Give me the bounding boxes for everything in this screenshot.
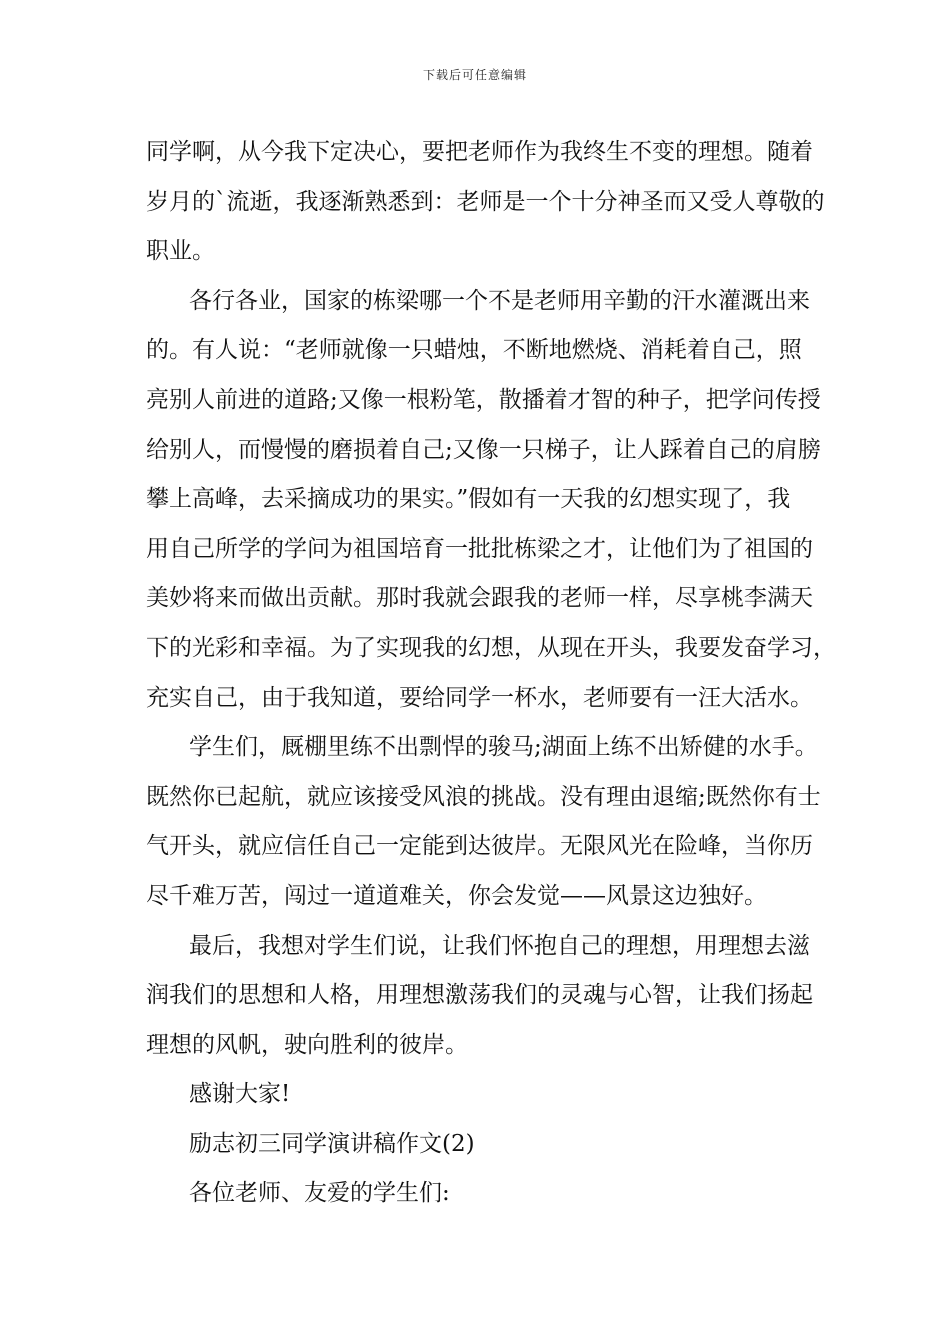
text-line: 气开头，就应信任自己一定能到达彼岸。无限风光在险峰，当你历 <box>146 833 813 860</box>
text-line: 润我们的思想和人格，用理想激荡我们的灵魂与心智，让我们扬起 <box>146 982 813 1009</box>
text-line: 既然你已起航，就应该接受风浪的挑战。没有理由退缩;既然你有士 <box>146 783 821 810</box>
text-line: 同学啊，从今我下定决心，要把老师作为我终生不变的理想。随着 <box>146 139 813 165</box>
text-line: 最后，我想对学生们说，让我们怀抱自己的理想，用理想去滋 <box>189 932 810 959</box>
text-line: 充实自己，由于我知道，要给同学一杯水，老师要有一汪大活水。 <box>146 684 813 711</box>
text-line: 学生们，厩棚里练不出剽悍的骏马;湖面上练不出矫健的水手。 <box>189 734 818 761</box>
text-line: 尽千难万苦，闯过一道道难关，你会发觉——风景这边独好。 <box>146 882 767 909</box>
text-line: 的。有人说：“老师就像一只蜡烛，不断地燃烧、消耗着自己，照 <box>146 337 802 364</box>
text-line: 岁月的`流逝，我逐渐熟悉到：老师是一个十分神圣而又受人尊敬的 <box>146 188 825 215</box>
text-line: 给别人，而慢慢的磨损着自己;又像一只梯子，让人踩着自己的肩膀 <box>146 436 821 463</box>
text-line: 下的光彩和幸福。为了实现我的幻想，从现在开头，我要发奋学习， <box>146 634 836 661</box>
text-line: 职业。 <box>146 238 215 265</box>
text-line: 美妙将来而做出贡献。那时我就会跟我的老师一样，尽享桃李满天 <box>146 585 813 612</box>
document-body <box>146 128 836 1219</box>
text-line: 用自己所学的学问为祖国培育一批批栋梁之才，让他们为了祖国的 <box>146 535 813 562</box>
text-line: 亮别人前进的道路;又像一根粉笔，散播着才智的种子，把学问传授 <box>146 386 821 413</box>
text-line: 理想的风帆，驶向胜利的彼岸。 <box>146 1031 468 1058</box>
text-line: 励志初三同学演讲稿作文(2) <box>189 1130 475 1157</box>
text-line: 攀上高峰，去采摘成功的果实。”假如有一天我的幻想实现了，我 <box>146 486 791 513</box>
text-line: 感谢大家! <box>189 1081 291 1108</box>
text-line: 各位老师、友爱的学生们: <box>189 1180 450 1207</box>
page-header: 下载后可任意编辑 <box>422 68 527 82</box>
text-line: 各行各业，国家的栋梁哪一个不是老师用辛勤的汗水灌溉出来 <box>189 287 810 314</box>
